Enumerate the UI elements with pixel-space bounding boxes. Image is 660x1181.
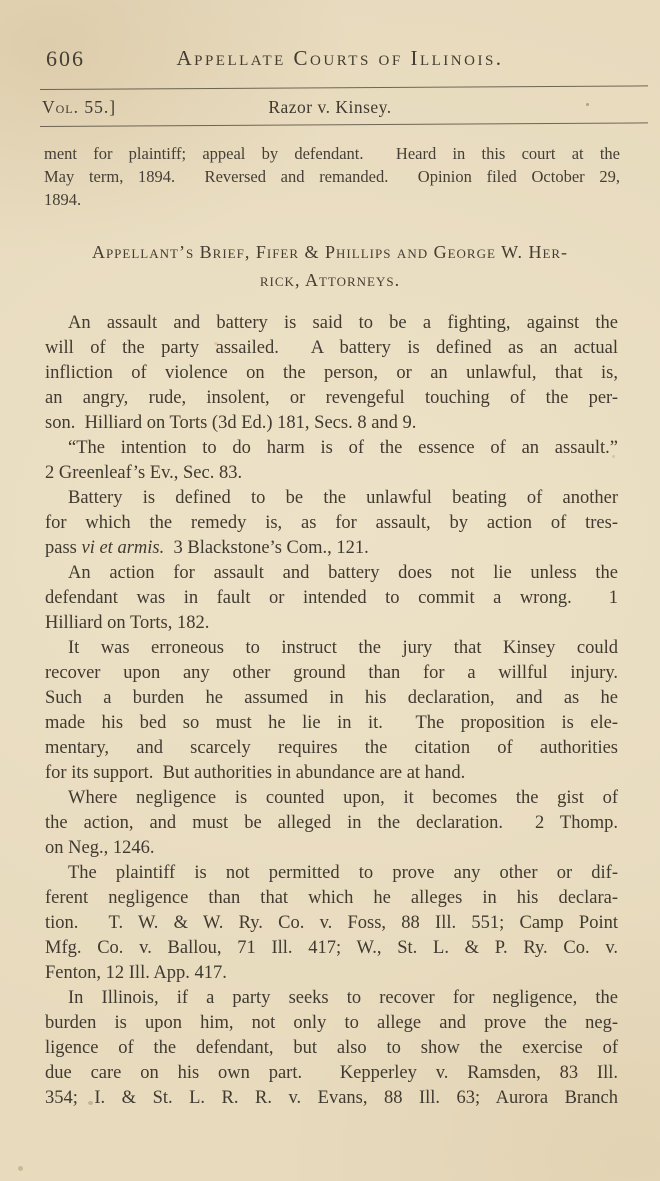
text-line: Mfg. Co. v. Ballou, 71 Ill. 417; W., St. L. & P. Ry. Co. v.: [45, 938, 618, 958]
brief-heading-line: rick, Attorneys.: [259, 270, 401, 290]
text-line: Hilliard on Torts, 182.: [45, 613, 210, 633]
text-line: Battery is defined to be the unlawful beating of another: [68, 488, 618, 508]
brief-heading-line: Appellant’s Brief, Fifer & Phillips and George W. Her-: [91, 242, 569, 262]
text-line: infliction of violence on the person, or an unlawful, that is,: [45, 363, 618, 383]
paragraph: [45, 636, 618, 786]
text-line: tion. T. W. & W. Ry. Co. v. Foss, 88 Ill. 551; Camp Point: [45, 913, 618, 933]
text-line: An assault and battery is said to be a fighting, against the: [68, 313, 618, 333]
volume-label: Vol. 55.]: [42, 97, 117, 117]
text-line: son. Hilliard on Torts (3d Ed.) 181, Secs. 8 and 9.: [45, 413, 417, 433]
text-line: due care on his own part. Kepperley v. Ramsden, 83 Ill.: [45, 1063, 618, 1083]
text-line: for its support. But authorities in abundance are at hand.: [45, 763, 466, 783]
paragraph: [45, 561, 618, 636]
text-line: [45, 536, 618, 561]
text-line: mentary, and scarcely requires the citation of authorities: [45, 738, 618, 758]
text-line: an angry, rude, insolent, or revengeful touching of the per-: [45, 388, 618, 408]
text-line: An action for assault and battery does not lie unless the: [68, 563, 618, 583]
text-line: “The intention to do harm is of the essence of an assault.”: [68, 438, 618, 458]
text-line: ment for plaintiff; appeal by defendant. Heard in this court at the: [44, 144, 620, 163]
brief-heading: [60, 238, 600, 294]
body-paragraphs: [45, 311, 618, 1111]
paper-speck: [18, 1166, 23, 1171]
italic-phrase: vi et armis.: [81, 538, 165, 558]
paragraph: [45, 311, 618, 436]
volume-case-row: [0, 97, 660, 125]
text-line: defendant was in fault or intended to commit a wrong. 1: [45, 588, 618, 608]
text-line: It was erroneous to instruct the jury that Kinsey could: [68, 638, 618, 658]
text-line: recover upon any other ground than for a willful injury.: [45, 663, 618, 683]
text-line: made his bed so must he lie in it. The proposition is ele-: [45, 713, 618, 733]
text-line: on Neg., 1246.: [45, 838, 155, 858]
text-segment: 3 Blackstone’s Com., 121.: [164, 538, 369, 558]
paragraph: [45, 861, 618, 986]
text-line: will of the party assailed. A battery is defined as an actual: [45, 338, 618, 358]
paragraph: [45, 986, 618, 1111]
text-line: 1894.: [44, 190, 82, 209]
text-line: the action, and must be alleged in the declaration. 2 Thomp.: [45, 813, 618, 833]
text-line: In Illinois, if a party seeks to recover for negligence, the: [68, 988, 618, 1008]
text-line: ligence of the defendant, but also to show the exercise of: [45, 1038, 618, 1058]
text-line: 354; I. & St. L. R. R. v. Evans, 88 Ill. 63; Aurora Branch: [45, 1088, 618, 1108]
text-line: burden is upon him, not only to allege and prove the neg-: [45, 1013, 618, 1033]
page-number: 606: [46, 46, 85, 71]
case-name: Razor v. Kinsey.: [268, 97, 392, 117]
horizontal-rule: [40, 85, 648, 90]
text-line: Fenton, 12 Ill. App. 417.: [45, 963, 227, 983]
text-line: for which the remedy is, as for assault, by action of tres-: [45, 513, 618, 533]
paragraph: [45, 486, 618, 561]
paragraph: [45, 436, 618, 486]
text-line: The plaintiff is not permitted to prove any other or dif-: [68, 863, 618, 883]
text-line: Such a burden he assumed in his declaration, and as he: [45, 688, 618, 708]
running-title: Appellate Courts of Illinois.: [176, 46, 504, 70]
paragraph: [45, 786, 618, 861]
text-line: May term, 1894. Reversed and remanded. Opinion filed October 29,: [44, 167, 620, 186]
text-segment: pass: [45, 538, 82, 558]
text-line: Where negligence is counted upon, it becomes the gist of: [68, 788, 618, 808]
text-line: 2 Greenleaf’s Ev., Sec. 83.: [45, 463, 243, 483]
running-header: [0, 46, 660, 80]
intro-paragraph: [44, 142, 620, 211]
text-line: ferent negligence than that which he alleges in his declara-: [45, 888, 618, 908]
page-content: [0, 46, 660, 1111]
